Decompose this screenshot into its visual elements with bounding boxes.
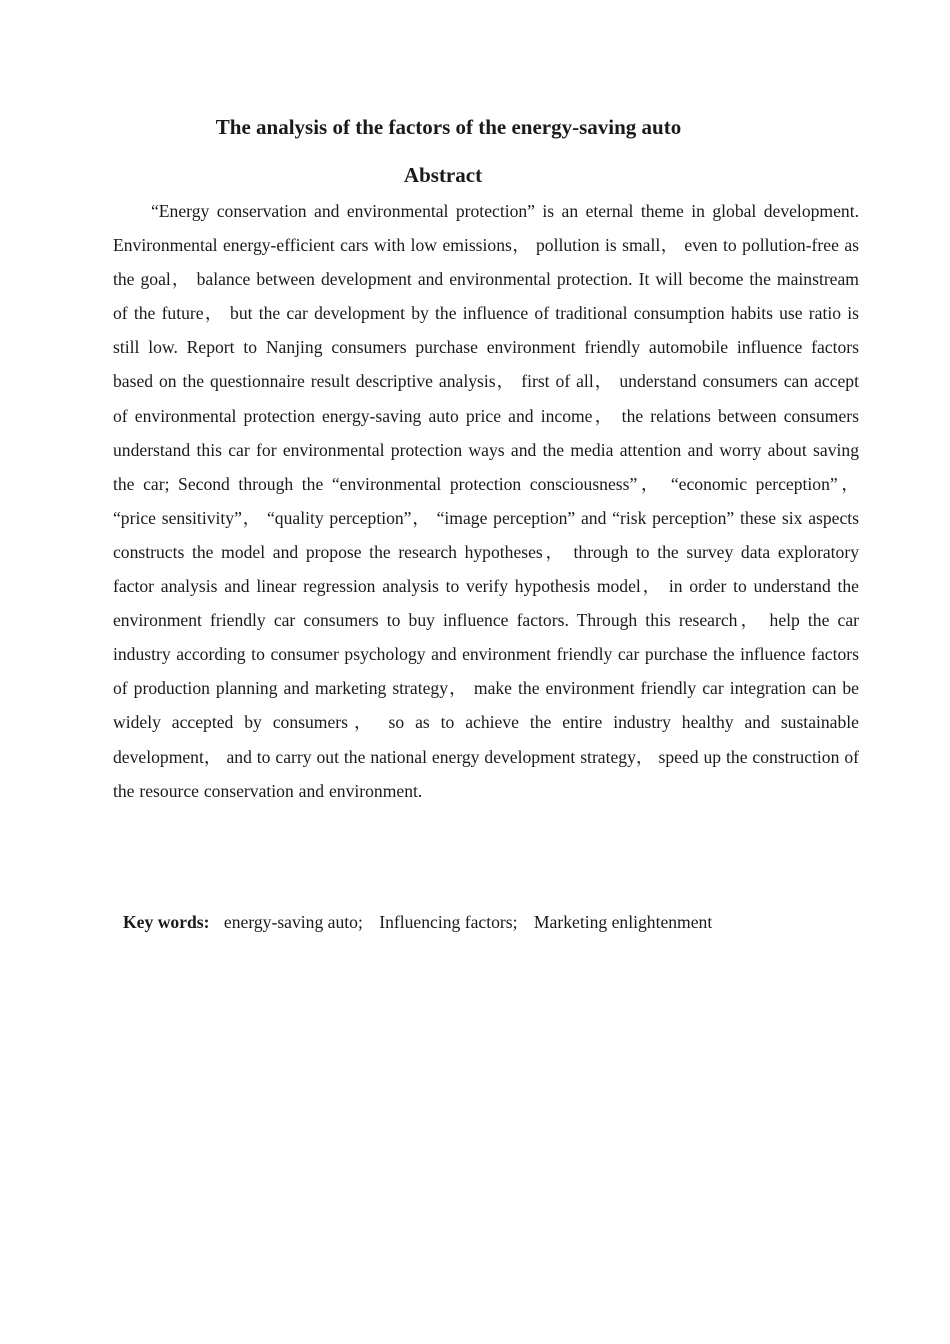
abstract-body: “Energy conservation and environmental protection” is an eternal theme in global development. Environmental energy-efficient cars with low emissions， pollution is small， even to pollution-free as the goal， balance between development and environmental protection. It will become the mainstream of the future， but the car development by the influence of traditional consumption habits use ratio is still low. Report to Nanjing consumers purchase environment friendly automobile influence factors based on the questionnaire result descriptive analysis， first of all， understand consumers can accept of environmental protection energy-saving auto price and income， the relations between consumers understand this car for environmental protection ways and the media attention and worry about saving the car; Second through the “environmental protection consciousness”， “economic perception”， “price sensitivity”， “quality perception”， “image perception” and “risk perception” these six aspects constructs the model and propose the research hypotheses， through to the survey data exploratory factor analysis and linear regression analysis to verify hypothesis model， in order to understand the environment friendly car consumers to buy influence factors. Through this research， help the car industry according to consumer psychology and environment friendly car purchase the influence factors of production planning and marketing strategy， make the environment friendly car integration can be widely accepted by consumers， so as to achieve the entire industry healthy and sustainable development， and to carry out the national energy development strategy， speed up the construction of the resource conservation and environment. — [113, 201, 859, 801]
keywords-line — [123, 907, 863, 937]
keyword-item: energy-saving auto; — [223, 912, 363, 932]
keyword-item: Marketing enlightenment — [533, 912, 713, 932]
keyword-item: Influencing factors; — [379, 912, 518, 932]
keywords-label: Key words: — [123, 912, 210, 932]
abstract-heading: Abstract — [403, 163, 483, 187]
document-title: The analysis of the factors of the energy-saving auto — [215, 115, 682, 139]
